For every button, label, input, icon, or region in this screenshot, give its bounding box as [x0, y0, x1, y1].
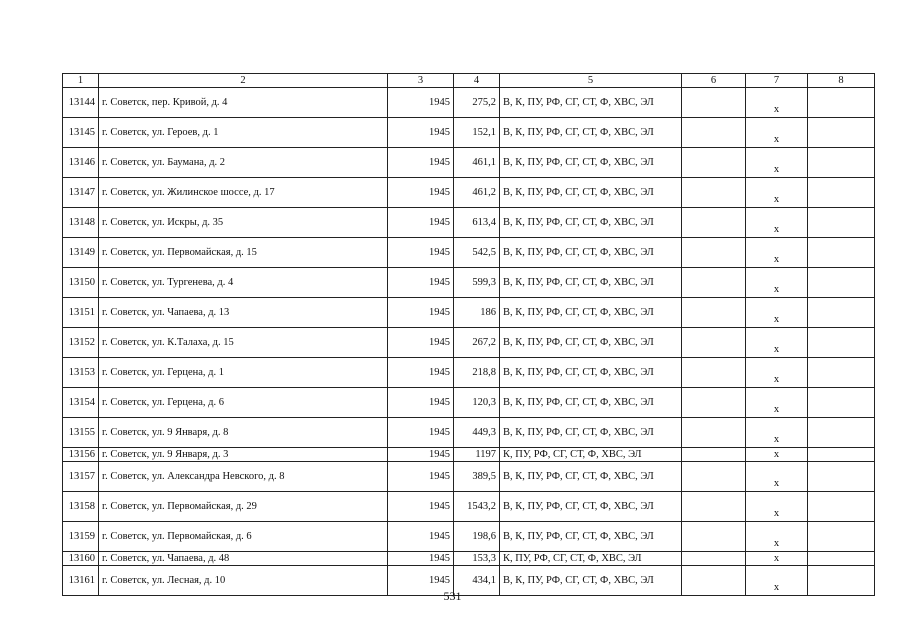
cell-col8 — [808, 448, 875, 462]
cell-col7: х — [746, 522, 808, 552]
cell-number: 13144 — [63, 88, 99, 118]
cell-col8 — [808, 462, 875, 492]
cell-area: 461,1 — [454, 148, 500, 178]
cell-area: 1197 — [454, 448, 500, 462]
cell-col8 — [808, 298, 875, 328]
table-row — [63, 148, 875, 178]
cell-col8 — [808, 268, 875, 298]
table-row — [63, 88, 875, 118]
cell-address: г. Советск, ул. 9 Января, д. 8 — [99, 418, 388, 448]
cell-year: 1945 — [388, 388, 454, 418]
cell-number: 13147 — [63, 178, 99, 208]
cell-area: 267,2 — [454, 328, 500, 358]
cell-col7: х — [746, 552, 808, 566]
header-cell-6: 6 — [682, 74, 746, 88]
cell-col6 — [682, 148, 746, 178]
cell-systems: В, К, ПУ, РФ, СГ, СТ, Ф, ХВС, ЭЛ — [500, 462, 682, 492]
cell-systems: В, К, ПУ, РФ, СГ, СТ, Ф, ХВС, ЭЛ — [500, 268, 682, 298]
cell-systems: В, К, ПУ, РФ, СГ, СТ, Ф, ХВС, ЭЛ — [500, 238, 682, 268]
cell-year: 1945 — [388, 552, 454, 566]
cell-year: 1945 — [388, 148, 454, 178]
cell-col7: х — [746, 238, 808, 268]
table-row — [63, 118, 875, 148]
cell-number: 13154 — [63, 388, 99, 418]
cell-year: 1945 — [388, 88, 454, 118]
header-cell-5: 5 — [500, 74, 682, 88]
cell-col7: х — [746, 462, 808, 492]
cell-col6 — [682, 118, 746, 148]
cell-col7: х — [746, 268, 808, 298]
cell-area: 599,3 — [454, 268, 500, 298]
cell-number: 13153 — [63, 358, 99, 388]
housing-registry-table — [62, 73, 875, 596]
cell-year: 1945 — [388, 462, 454, 492]
cell-col6 — [682, 388, 746, 418]
cell-col8 — [808, 418, 875, 448]
cell-area: 152,1 — [454, 118, 500, 148]
cell-col8 — [808, 148, 875, 178]
cell-address: г. Советск, ул. Первомайская, д. 15 — [99, 238, 388, 268]
cell-systems: В, К, ПУ, РФ, СГ, СТ, Ф, ХВС, ЭЛ — [500, 208, 682, 238]
cell-year: 1945 — [388, 118, 454, 148]
cell-area: 198,6 — [454, 522, 500, 552]
table-row — [63, 522, 875, 552]
cell-address: г. Советск, ул. Искры, д. 35 — [99, 208, 388, 238]
cell-systems: В, К, ПУ, РФ, СГ, СТ, Ф, ХВС, ЭЛ — [500, 358, 682, 388]
cell-year: 1945 — [388, 208, 454, 238]
cell-address: г. Советск, ул. Жилинское шоссе, д. 17 — [99, 178, 388, 208]
cell-area: 1543,2 — [454, 492, 500, 522]
table-row — [63, 208, 875, 238]
cell-address: г. Советск, ул. Героев, д. 1 — [99, 118, 388, 148]
cell-area: 449,3 — [454, 418, 500, 448]
cell-col6 — [682, 358, 746, 388]
cell-col6 — [682, 268, 746, 298]
cell-number: 13156 — [63, 448, 99, 462]
cell-col7: х — [746, 492, 808, 522]
cell-area: 275,2 — [454, 88, 500, 118]
header-cell-1: 1 — [63, 74, 99, 88]
cell-col8 — [808, 118, 875, 148]
header-cell-8: 8 — [808, 74, 875, 88]
cell-address: г. Советск, ул. Баумана, д. 2 — [99, 148, 388, 178]
cell-systems: В, К, ПУ, РФ, СГ, СТ, Ф, ХВС, ЭЛ — [500, 328, 682, 358]
cell-col8 — [808, 358, 875, 388]
cell-area: 186 — [454, 298, 500, 328]
cell-year: 1945 — [388, 178, 454, 208]
cell-systems: В, К, ПУ, РФ, СГ, СТ, Ф, ХВС, ЭЛ — [500, 522, 682, 552]
table-row — [63, 462, 875, 492]
cell-systems: В, К, ПУ, РФ, СГ, СТ, Ф, ХВС, ЭЛ — [500, 388, 682, 418]
cell-systems: В, К, ПУ, РФ, СГ, СТ, Ф, ХВС, ЭЛ — [500, 148, 682, 178]
cell-col7: х — [746, 208, 808, 238]
header-cell-3: 3 — [388, 74, 454, 88]
cell-col8 — [808, 178, 875, 208]
cell-year: 1945 — [388, 358, 454, 388]
cell-year: 1945 — [388, 492, 454, 522]
cell-col6 — [682, 208, 746, 238]
cell-address: г. Советск, ул. 9 Января, д. 3 — [99, 448, 388, 462]
cell-systems: В, К, ПУ, РФ, СГ, СТ, Ф, ХВС, ЭЛ — [500, 178, 682, 208]
cell-col8 — [808, 522, 875, 552]
cell-number: 13148 — [63, 208, 99, 238]
table-row — [63, 178, 875, 208]
cell-address: г. Советск, ул. Чапаева, д. 13 — [99, 298, 388, 328]
cell-address: г. Советск, ул. Александра Невского, д. 8 — [99, 462, 388, 492]
cell-systems: В, К, ПУ, РФ, СГ, СТ, Ф, ХВС, ЭЛ — [500, 418, 682, 448]
cell-address: г. Советск, ул. Герцена, д. 6 — [99, 388, 388, 418]
table-row — [63, 358, 875, 388]
cell-col8 — [808, 388, 875, 418]
table-row — [63, 328, 875, 358]
cell-col8 — [808, 552, 875, 566]
cell-area: 218,8 — [454, 358, 500, 388]
cell-col6 — [682, 552, 746, 566]
cell-address: г. Советск, ул. К.Талаха, д. 15 — [99, 328, 388, 358]
cell-year: 1945 — [388, 418, 454, 448]
cell-year: 1945 — [388, 328, 454, 358]
table-row — [63, 552, 875, 566]
cell-col6 — [682, 238, 746, 268]
cell-col6 — [682, 328, 746, 358]
cell-address: г. Советск, ул. Чапаева, д. 48 — [99, 552, 388, 566]
cell-address: г. Советск, ул. Первомайская, д. 6 — [99, 522, 388, 552]
cell-area: 613,4 — [454, 208, 500, 238]
cell-col7: х — [746, 298, 808, 328]
page-number: 531 — [443, 589, 462, 603]
cell-col6 — [682, 178, 746, 208]
header-cell-2: 2 — [99, 74, 388, 88]
cell-systems: К, ПУ, РФ, СГ, СТ, Ф, ХВС, ЭЛ — [500, 448, 682, 462]
table-row — [63, 268, 875, 298]
cell-col7: х — [746, 388, 808, 418]
cell-systems: К, ПУ, РФ, СГ, СТ, Ф, ХВС, ЭЛ — [500, 552, 682, 566]
cell-address: г. Советск, ул. Герцена, д. 1 — [99, 358, 388, 388]
cell-col7: х — [746, 118, 808, 148]
cell-year: 1945 — [388, 298, 454, 328]
cell-col7: х — [746, 448, 808, 462]
cell-col8 — [808, 492, 875, 522]
cell-number: 13158 — [63, 492, 99, 522]
cell-col6 — [682, 522, 746, 552]
cell-area: 461,2 — [454, 178, 500, 208]
cell-area: 120,3 — [454, 388, 500, 418]
cell-area: 542,5 — [454, 238, 500, 268]
cell-number: 13159 — [63, 522, 99, 552]
cell-area: 389,5 — [454, 462, 500, 492]
cell-address: г. Советск, ул. Лесная, д. 10 — [99, 566, 388, 596]
cell-area: 153,3 — [454, 552, 500, 566]
cell-col7: х — [746, 148, 808, 178]
cell-col7: х — [746, 88, 808, 118]
header-cell-4: 4 — [454, 74, 500, 88]
cell-number: 13161 — [63, 566, 99, 596]
cell-col8 — [808, 208, 875, 238]
cell-col8 — [808, 238, 875, 268]
cell-number: 13146 — [63, 148, 99, 178]
cell-address: г. Советск, пер. Кривой, д. 4 — [99, 88, 388, 118]
table-row — [63, 238, 875, 268]
cell-address: г. Советск, ул. Тургенева, д. 4 — [99, 268, 388, 298]
cell-year: 1945 — [388, 448, 454, 462]
cell-address: г. Советск, ул. Первомайская, д. 29 — [99, 492, 388, 522]
cell-col7: х — [746, 418, 808, 448]
registry-sheet — [62, 73, 848, 596]
cell-systems: В, К, ПУ, РФ, СГ, СТ, Ф, ХВС, ЭЛ — [500, 298, 682, 328]
table-row — [63, 492, 875, 522]
header-row — [63, 74, 875, 88]
cell-number: 13157 — [63, 462, 99, 492]
header-cell-7: 7 — [746, 74, 808, 88]
table-body — [63, 74, 875, 596]
cell-col6 — [682, 88, 746, 118]
cell-systems: В, К, ПУ, РФ, СГ, СТ, Ф, ХВС, ЭЛ — [500, 88, 682, 118]
cell-number: 13152 — [63, 328, 99, 358]
cell-year: 1945 — [388, 566, 454, 596]
cell-year: 1945 — [388, 268, 454, 298]
cell-number: 13160 — [63, 552, 99, 566]
cell-number: 13151 — [63, 298, 99, 328]
cell-col6 — [682, 492, 746, 522]
cell-col8 — [808, 88, 875, 118]
cell-col6 — [682, 448, 746, 462]
table-row — [63, 388, 875, 418]
cell-col7: х — [746, 566, 808, 596]
cell-col6 — [682, 462, 746, 492]
cell-number: 13145 — [63, 118, 99, 148]
cell-number: 13150 — [63, 268, 99, 298]
cell-number: 13155 — [63, 418, 99, 448]
cell-year: 1945 — [388, 238, 454, 268]
cell-year: 1945 — [388, 522, 454, 552]
cell-systems: В, К, ПУ, РФ, СГ, СТ, Ф, ХВС, ЭЛ — [500, 118, 682, 148]
cell-col7: х — [746, 358, 808, 388]
cell-systems: В, К, ПУ, РФ, СГ, СТ, Ф, ХВС, ЭЛ — [500, 492, 682, 522]
table-row — [63, 448, 875, 462]
cell-col7: х — [746, 178, 808, 208]
cell-col7: х — [746, 328, 808, 358]
cell-col6 — [682, 418, 746, 448]
cell-area: 434,1 — [454, 566, 500, 596]
table-row — [63, 298, 875, 328]
table-row — [63, 418, 875, 448]
cell-systems: В, К, ПУ, РФ, СГ, СТ, Ф, ХВС, ЭЛ — [500, 566, 682, 596]
cell-col6 — [682, 298, 746, 328]
cell-col8 — [808, 328, 875, 358]
cell-number: 13149 — [63, 238, 99, 268]
